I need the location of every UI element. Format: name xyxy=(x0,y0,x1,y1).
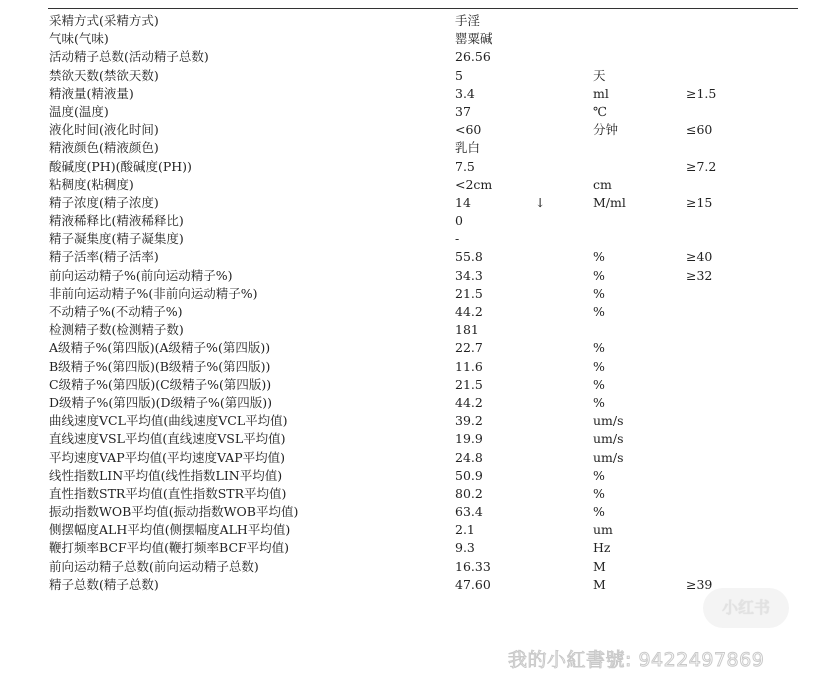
item-name: 精子总数(精子总数) xyxy=(49,576,159,592)
table-row xyxy=(0,576,829,594)
item-name: 温度(温度) xyxy=(49,103,109,119)
item-result: 24.8 xyxy=(455,449,483,465)
item-name: 精子活率(精子活率) xyxy=(49,249,159,265)
item-unit: M/ml xyxy=(593,194,626,210)
item-name: 振动指数WOB平均值(振动指数WOB平均值) xyxy=(49,504,299,520)
table-row xyxy=(0,339,829,357)
item-result: 16.33 xyxy=(455,558,491,574)
item-result: 44.2 xyxy=(455,304,483,319)
table-row xyxy=(0,139,829,157)
item-name: 平均速度VAP平均值(平均速度VAP平均值) xyxy=(49,449,285,465)
table-row xyxy=(0,103,829,121)
item-name: 直线速度VSL平均值(直线速度VSL平均值) xyxy=(49,431,286,447)
item-name: 直性指数STR平均值(直性指数STR平均值) xyxy=(49,485,287,501)
item-name: A级精子%(第四版)(A级精子%(第四版)) xyxy=(49,340,271,356)
watermark-logo: 小红书 xyxy=(703,588,789,628)
item-name: 前向运动精子总数(前向运动精子总数) xyxy=(49,558,259,574)
item-result: 罂粟碱 xyxy=(455,31,493,47)
item-name: 侧摆幅度ALH平均值(侧摆幅度ALH平均值) xyxy=(49,522,291,538)
item-unit: M xyxy=(593,558,606,574)
table-row xyxy=(0,267,829,285)
item-name: D级精子%(第四版)(D级精子%(第四版)) xyxy=(49,394,273,410)
item-name: 鞭打频率BCF平均值(鞭打频率BCF平均值) xyxy=(49,540,290,556)
table-row xyxy=(0,449,829,467)
item-result: 55.8 xyxy=(455,249,483,265)
item-unit: % xyxy=(593,485,605,501)
table-row xyxy=(0,48,829,66)
item-result: 3.4 xyxy=(455,85,475,101)
item-result: 21.5 xyxy=(455,285,483,301)
item-result: 50.9 xyxy=(455,467,483,483)
item-result: <2cm xyxy=(455,176,493,192)
item-name: C级精子%(第四版)(C级精子%(第四版)) xyxy=(49,376,272,392)
table-row xyxy=(0,539,829,557)
item-result: 7.5 xyxy=(455,158,475,174)
item-unit: 天 xyxy=(593,67,606,83)
item-reference: ≥40 xyxy=(686,249,713,265)
item-unit: M xyxy=(593,576,606,592)
item-unit: % xyxy=(593,376,605,392)
item-name: 酸碱度(PH)(酸碱度(PH)) xyxy=(49,158,192,174)
item-unit: % xyxy=(593,285,605,301)
item-name: 不动精子%(不动精子%) xyxy=(49,304,183,319)
item-name: B级精子%(第四版)(B级精子%(第四版)) xyxy=(49,358,271,374)
table-row xyxy=(0,121,829,139)
table-row xyxy=(0,194,829,212)
item-unit: um/s xyxy=(593,449,624,465)
item-result: 9.3 xyxy=(455,540,475,556)
table-row xyxy=(0,30,829,48)
table-row xyxy=(0,503,829,521)
item-name: 非前向运动精子%(非前向运动精子%) xyxy=(49,285,258,301)
item-result: - xyxy=(455,231,460,247)
table-row xyxy=(0,558,829,576)
item-unit: % xyxy=(593,267,605,283)
table-row xyxy=(0,376,829,394)
item-result: 37 xyxy=(455,103,471,119)
item-unit: Hz xyxy=(593,540,611,556)
item-unit: cm xyxy=(593,176,612,192)
table-row xyxy=(0,230,829,248)
item-reference: ≥1.5 xyxy=(686,85,717,101)
item-result: 22.7 xyxy=(455,340,483,356)
item-result: 80.2 xyxy=(455,485,483,501)
table-row xyxy=(0,394,829,412)
item-name: 精子凝集度(精子凝集度) xyxy=(49,231,184,247)
table-row xyxy=(0,303,829,321)
item-result: 5 xyxy=(455,67,463,83)
table-row xyxy=(0,285,829,303)
table-row xyxy=(0,248,829,266)
table-row xyxy=(0,176,829,194)
item-name: 采精方式(采精方式) xyxy=(49,13,159,28)
item-name: 粘稠度(粘稠度) xyxy=(49,176,134,192)
item-name: 气味(气味) xyxy=(49,31,109,47)
table-row xyxy=(0,158,829,176)
table-row xyxy=(0,12,829,30)
item-result: 11.6 xyxy=(455,358,483,374)
item-result: <60 xyxy=(455,122,482,138)
item-result: 181 xyxy=(455,322,479,338)
item-result: 2.1 xyxy=(455,522,475,538)
table-row xyxy=(0,321,829,339)
item-result: 14 xyxy=(455,194,471,210)
table-top-rule xyxy=(48,8,798,9)
item-unit: um/s xyxy=(593,431,624,447)
item-name: 精液量(精液量) xyxy=(49,85,134,101)
item-name: 液化时间(液化时间) xyxy=(49,122,159,138)
item-unit: ml xyxy=(593,85,609,101)
item-result: 47.60 xyxy=(455,576,491,592)
table-row xyxy=(0,467,829,485)
table-row xyxy=(0,85,829,103)
item-result: 19.9 xyxy=(455,431,483,447)
item-reference: ≥15 xyxy=(686,194,713,210)
item-reference: ≤60 xyxy=(686,122,713,138)
item-reference: ≥39 xyxy=(686,576,713,592)
item-name: 曲线速度VCL平均值(曲线速度VCL平均值) xyxy=(49,413,288,429)
table-row xyxy=(0,485,829,503)
table-row xyxy=(0,412,829,430)
item-result: 63.4 xyxy=(455,504,483,520)
table-row xyxy=(0,358,829,376)
item-name: 前向运动精子%(前向运动精子%) xyxy=(49,267,233,283)
item-unit: % xyxy=(593,467,605,483)
table-row xyxy=(0,67,829,85)
table-row xyxy=(0,430,829,448)
item-name: 检测精子数(检测精子数) xyxy=(49,322,184,338)
item-result: 0 xyxy=(455,213,463,229)
item-flag: ↓ xyxy=(535,194,546,210)
watermark-text: 我的小紅書號: 9422497869 xyxy=(508,649,765,671)
item-unit: % xyxy=(593,394,605,410)
item-unit: um xyxy=(593,522,613,538)
item-unit: ℃ xyxy=(593,103,607,119)
item-unit: um/s xyxy=(593,413,624,429)
item-result: 34.3 xyxy=(455,267,483,283)
item-unit: % xyxy=(593,249,605,265)
item-reference: ≥7.2 xyxy=(686,158,717,174)
item-result: 39.2 xyxy=(455,413,483,429)
semen-analysis-table xyxy=(0,12,829,594)
item-result: 44.2 xyxy=(455,394,483,410)
item-result: 手淫 xyxy=(455,13,481,28)
item-name: 活动精子总数(活动精子总数) xyxy=(49,49,209,65)
item-result: 乳白 xyxy=(455,140,481,156)
item-name: 禁欲天数(禁欲天数) xyxy=(49,67,159,83)
table-row xyxy=(0,212,829,230)
table-row xyxy=(0,521,829,539)
item-name: 精子浓度(精子浓度) xyxy=(49,194,159,210)
item-name: 线性指数LIN平均值(线性指数LIN平均值) xyxy=(49,467,283,483)
item-unit: % xyxy=(593,304,605,319)
item-unit: % xyxy=(593,340,605,356)
item-reference: ≥32 xyxy=(686,267,713,283)
item-unit: 分钟 xyxy=(593,122,619,138)
item-name: 精液颜色(精液颜色) xyxy=(49,140,159,156)
item-name: 精液稀释比(精液稀释比) xyxy=(49,213,184,229)
item-result: 21.5 xyxy=(455,376,483,392)
item-unit: % xyxy=(593,358,605,374)
item-unit: % xyxy=(593,504,605,520)
item-result: 26.56 xyxy=(455,49,491,65)
